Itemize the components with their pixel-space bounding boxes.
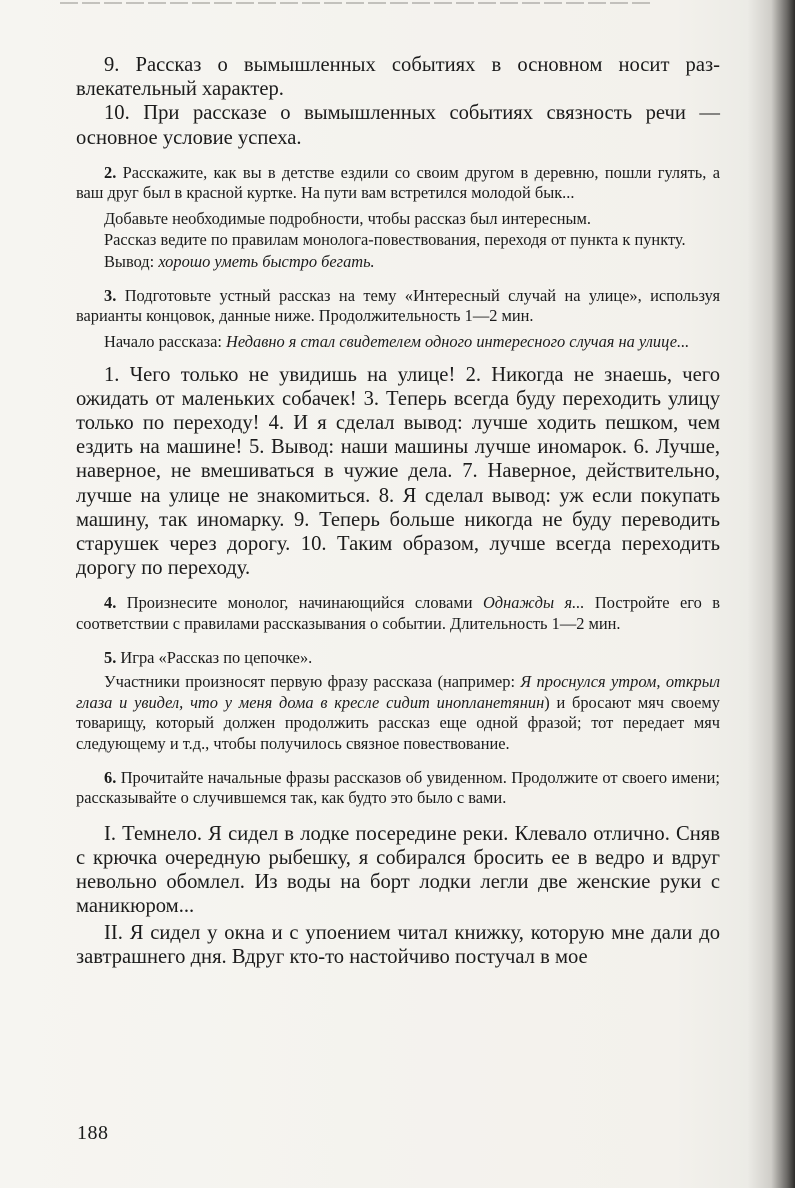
task-4-text: 4. Произнесите монолог, начинающийся словами Однажды я... Постройте его в соответствии с правилами рассказывания о событии. Длительность 1—2 мин. xyxy=(76,593,721,633)
task-2 xyxy=(76,163,720,273)
task-3 xyxy=(76,286,720,353)
task-number: 4. xyxy=(104,593,117,613)
task-number: 2. xyxy=(104,162,117,182)
task-2-conclusion: Вывод: хорошо уметь быстро бегать. xyxy=(104,252,375,272)
task-6-text: 6. Прочитайте начальные фразы рассказов об увиденном. Продолжите от своего имени; рассказывайте о случившемся так, как будто это было с вами. xyxy=(76,767,720,808)
task-number: 5. xyxy=(104,647,117,667)
text-column xyxy=(76,53,720,969)
page-number: 188 xyxy=(77,1122,109,1144)
story-2: II. Я сидел у окна и с упоением читал книжку, которую мне дали до завтрашнего дня. Вдруг кто-то настойчиво постучал в мое xyxy=(76,921,720,968)
task-4 xyxy=(76,593,720,634)
task-2-text: 2. Расскажите, как вы в детстве ездили со своим другом в деревню, пошли гулять, а ваш друг был в красной куртке. На пути вам встретился молодой бык... xyxy=(76,162,720,203)
task-5-text: Участники произносят первую фразу рассказа (например: Я проснулся утром, открыл глаза и увидел, что у меня дома в кресле сидит инопланетянин) и бросают мяч своему товарищу, который должен продолжить рассказ еще одной фразой; тот передает мяч следующему и т.д., чтобы получилось связное повествование. xyxy=(76,672,720,753)
page-top-edge xyxy=(60,2,650,4)
task-3-start: Начало рассказа: Недавно я стал свидетелем одного интересного случая на улице... xyxy=(104,331,690,351)
task-number: 6. xyxy=(104,767,117,787)
story-1: I. Темнело. Я сидел в лодке посередине реки. Клевало отлично. Сняв с крючка очередную рыбешку, я собирался бросить ее в ведро и вдруг невольно обомлел. Из воды на борт лодки легли две женские руки с маникюром... xyxy=(76,822,720,918)
list-item-10: 10. При рассказе о вымышленных событиях связность речи — основное условие успеха. xyxy=(76,102,720,149)
task-2-line2: Добавьте необходимые подробности, чтобы рассказ был интересным. xyxy=(104,209,592,228)
task-2-line3: Рассказ ведите по правилам монолога-повествования, переходя от пункта к пункту. xyxy=(104,229,686,249)
task-5 xyxy=(76,648,720,755)
task-3-text: 3. Подготовьте устный рассказ на тему «Интересный случай на улице», используя варианты концовок, данные ниже. Продолжительность 1—2 мин. xyxy=(76,285,720,326)
task-5-title: 5. Игра «Рассказ по цепочке». xyxy=(104,647,313,667)
task-6 xyxy=(76,768,720,809)
list-item-9: 9. Рассказ о вымышленных событиях в основном носит развлекательный характер. xyxy=(76,54,720,101)
task-number: 3. xyxy=(104,285,117,305)
task-3-endings: 1. Чего только не увидишь на улице! 2. Никогда не знаешь, чего ожидать от маленьких собачек! 3. Теперь всегда буду переходить улицу только по переходу! 4. И я сделал вывод: лучше ходить пешком, чем ездить на машине! 5. Вывод: наши машины лучше иномарок. 6. Лучше, наверное, не вмешиваться в чужие дела. 7. Наверное, действительно, лучше на улице не знакомиться. 8. Я сделал вывод: уж если покупать машину, так иномарку. 9. Теперь больше никогда не буду переводить старушек через дорогу. 10. Таким образом, лучше всегда переходить дорогу по переходу. xyxy=(76,363,720,580)
